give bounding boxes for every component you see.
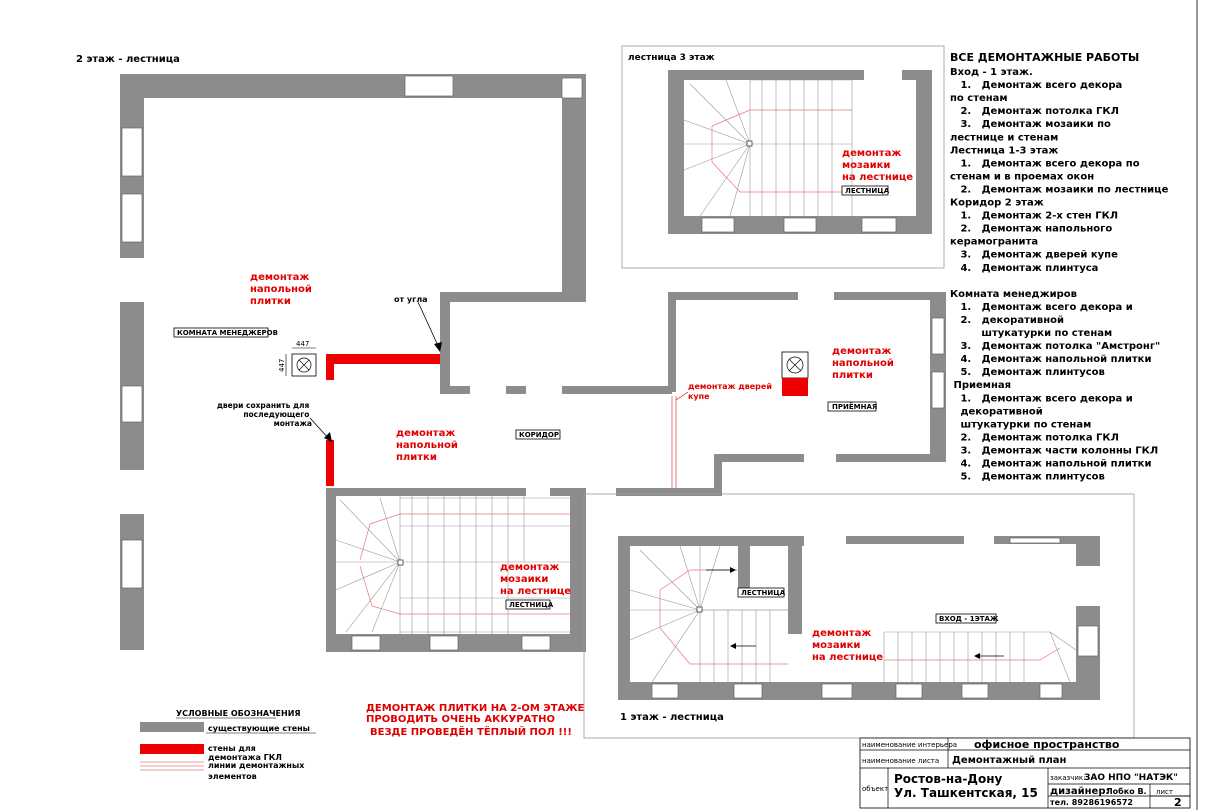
annotation-mosaic-stair3: демонтаж мозаики на лестнице xyxy=(842,148,914,183)
floor1-title: 1 этаж - лестница xyxy=(620,712,724,723)
wall xyxy=(916,70,932,234)
works-line: 1. Демонтаж всего декора и xyxy=(950,393,1133,405)
legend-lines: линии демонтажных элементов xyxy=(208,761,305,781)
client-label: заказчик: xyxy=(1050,774,1086,782)
room-label-entrance1: ВХОД - 1ЭТАЖ xyxy=(939,615,999,623)
demolition-line xyxy=(712,110,852,126)
interior-value: офисное пространство xyxy=(974,738,1120,751)
works-line: декоративной xyxy=(950,406,1043,418)
dim-height: 447 xyxy=(278,358,286,372)
works-line: 2. декоративной xyxy=(950,315,1064,326)
window xyxy=(822,684,852,698)
wall xyxy=(846,536,964,544)
sheet-value: 2 xyxy=(1174,796,1182,809)
wall xyxy=(120,74,586,98)
window xyxy=(702,218,734,232)
wall xyxy=(440,386,470,394)
designer-label: дизайнер: xyxy=(1050,786,1110,797)
wall xyxy=(562,74,586,298)
legend-swatch-gkl xyxy=(140,744,204,754)
window xyxy=(122,386,142,422)
annotation-mosaic-stair2: демонтаж мозаики на лестнице xyxy=(500,562,572,597)
works-line: 5. Демонтаж плинтусов xyxy=(950,471,1105,483)
works-line: керамогранита xyxy=(950,236,1039,248)
works-list xyxy=(950,51,1169,483)
works-line: 1. Демонтаж всего декора по xyxy=(950,158,1140,170)
wall xyxy=(714,454,804,462)
client-value: ЗАО НПО "НАТЭК" xyxy=(1084,773,1178,783)
works-line: 4. Демонтаж плинтуса xyxy=(950,262,1099,274)
gkl-wall xyxy=(326,440,334,486)
object-street: Ул. Ташкентская, 15 xyxy=(894,786,1038,800)
wall xyxy=(1076,536,1100,566)
legend-swatch-existing xyxy=(140,722,204,732)
window xyxy=(122,128,142,176)
floor1-frame xyxy=(584,494,1134,738)
demolition-line xyxy=(884,648,1060,660)
works-lines xyxy=(950,67,1169,483)
window xyxy=(862,218,896,232)
annotation-keep-doors: двери сохранить для последующего монтажа xyxy=(216,401,312,428)
wall xyxy=(616,488,722,496)
annotation-coupe-doors: демонтаж дверей купе xyxy=(688,382,772,401)
wall xyxy=(834,292,946,300)
wall xyxy=(618,536,630,700)
works-line: 4. Демонтаж напольной плитки xyxy=(950,458,1152,470)
wall xyxy=(836,454,946,462)
wall xyxy=(668,292,798,300)
room-label-stair2: ЛЕСТНИЦА xyxy=(509,601,554,609)
works-line: 4. Демонтаж напольной плитки xyxy=(950,354,1152,366)
works-line: 5. Демонтаж плинтусов xyxy=(950,367,1105,379)
wall xyxy=(440,292,450,392)
wall xyxy=(326,488,336,652)
annotation-floor-tile-reception: демонтаж напольной плитки xyxy=(832,346,894,381)
wall-gap xyxy=(120,470,144,514)
sheet-label: лист xyxy=(1156,788,1173,796)
window xyxy=(522,636,550,650)
gkl-wall xyxy=(326,354,334,380)
gkl-wall xyxy=(326,354,440,364)
warning-note: ДЕМОНТАЖ ПЛИТКИ НА 2-ОМ ЭТАЖЕ ПРОВОДИТЬ ОЧЕНЬ АККУРАТНО ВЕЗДЕ ПРОВЕДЁН ТЁПЛЫЙ ПОЛ !!! xyxy=(366,703,585,738)
designer-value: Лобко В. xyxy=(1106,787,1147,796)
window xyxy=(122,194,142,242)
works-line: 3. Демонтаж дверей купе xyxy=(950,249,1118,261)
legend-gkl: стены для демонтажа ГКЛ xyxy=(208,744,282,762)
wall-gap xyxy=(120,258,144,302)
window xyxy=(896,684,922,698)
works-line: 1. Демонтаж 2-х стен ГКЛ xyxy=(950,210,1119,222)
sheet-name-value: Демонтажный план xyxy=(952,755,1067,766)
works-line: Приемная xyxy=(950,380,1012,392)
works-line: 2. Демонтаж мозаики по лестнице xyxy=(950,184,1169,196)
wall xyxy=(738,544,750,590)
room-label-stair3: ЛЕСТНИЦА xyxy=(845,187,890,195)
legend-title: УСЛОВНЫЕ ОБОЗНАЧЕНИЯ xyxy=(176,709,301,718)
demolition-line xyxy=(360,524,370,560)
works-line: 2. Демонтаж потолка ГКЛ xyxy=(950,432,1119,444)
wall-gap xyxy=(562,78,582,98)
works-line: Вход - 1 этаж. xyxy=(950,67,1033,78)
works-title: ВСЕ ДЕМОНТАЖНЫЕ РАБОТЫ xyxy=(950,51,1140,64)
works-line: лестнице и стенам xyxy=(950,132,1059,144)
window xyxy=(1010,538,1060,543)
works-line: 1. Демонтаж всего декора xyxy=(950,80,1123,91)
wall xyxy=(668,70,684,234)
designer-phone: тел. 89286196572 xyxy=(1050,798,1133,807)
window xyxy=(932,372,944,408)
window xyxy=(430,636,458,650)
wall xyxy=(788,544,802,634)
wall xyxy=(562,386,672,394)
room-label-reception: ПРИЁМНАЯ xyxy=(832,403,878,411)
works-line: 1. Демонтаж всего декора и xyxy=(950,301,1133,313)
wall xyxy=(326,488,526,496)
interior-label: наименование интерьера xyxy=(862,741,958,749)
window xyxy=(1040,684,1062,698)
room-label-corridor: КОРИДОР xyxy=(519,431,559,439)
legend xyxy=(140,709,316,781)
object-city: Ростов-на-Дону xyxy=(894,772,1003,786)
floor1-plan xyxy=(618,536,1100,700)
works-line: по стенам xyxy=(950,93,1008,105)
floor3-title: лестница 3 этаж xyxy=(628,53,715,63)
works-line: 3. Демонтаж мозаики по xyxy=(950,119,1111,131)
annotation-mosaic-stair1: демонтаж мозаики на лестнице xyxy=(812,628,884,663)
window xyxy=(784,218,816,232)
floor2-title: 2 этаж - лестница xyxy=(76,54,180,65)
wall xyxy=(570,488,586,652)
title-block xyxy=(860,738,1190,809)
works-line: Лестница 1-3 этаж xyxy=(950,145,1059,157)
room-label-managers: КОМНАТА МЕНЕДЖЕРОВ xyxy=(177,329,278,337)
works-line: 3. Демонтаж потолка "Амстронг" xyxy=(950,341,1161,353)
annotation-floor-tile-corridor: демонтаж напольной плитки xyxy=(396,428,458,463)
legend-existing: существующие стены xyxy=(208,724,310,733)
works-line: 2. Демонтаж потолка ГКЛ xyxy=(950,106,1119,118)
works-line: 2. Демонтаж напольного xyxy=(950,223,1113,235)
annotation-from-corner: от угла xyxy=(394,295,428,304)
window xyxy=(1078,626,1098,656)
window xyxy=(352,636,380,650)
room-label-stair1: ЛЕСТНИЦА xyxy=(741,589,786,597)
works-line: штукатурки по стенам xyxy=(950,419,1092,431)
wall xyxy=(668,70,864,80)
stair-flight-floor3 xyxy=(684,80,852,216)
sheet-name-label: наименование листа xyxy=(862,757,940,765)
dim-width: 447 xyxy=(296,340,310,348)
annotation-floor-tile-managers: демонтаж напольной плитки xyxy=(250,272,312,307)
demolition-line xyxy=(660,628,788,664)
window xyxy=(734,684,762,698)
window xyxy=(932,318,944,354)
works-line: штукатурки по стенам xyxy=(950,328,1113,339)
wall xyxy=(440,292,586,302)
works-line: 3. Демонтаж части колонны ГКЛ xyxy=(950,445,1159,457)
wall xyxy=(668,292,676,392)
works-line: стенам и в проемах окон xyxy=(950,171,1095,183)
object-label: объект xyxy=(862,785,889,793)
window xyxy=(405,76,453,96)
wall xyxy=(506,386,526,394)
window xyxy=(962,684,988,698)
demolition-line xyxy=(712,162,852,192)
floor2-plan xyxy=(120,74,676,652)
window xyxy=(652,684,678,698)
wall xyxy=(618,682,1096,700)
gkl-column-part xyxy=(782,378,808,396)
works-line: Комната менеджиров xyxy=(950,288,1077,300)
works-line: Коридор 2 этаж xyxy=(950,197,1044,209)
wall xyxy=(618,536,804,546)
window xyxy=(122,540,142,588)
